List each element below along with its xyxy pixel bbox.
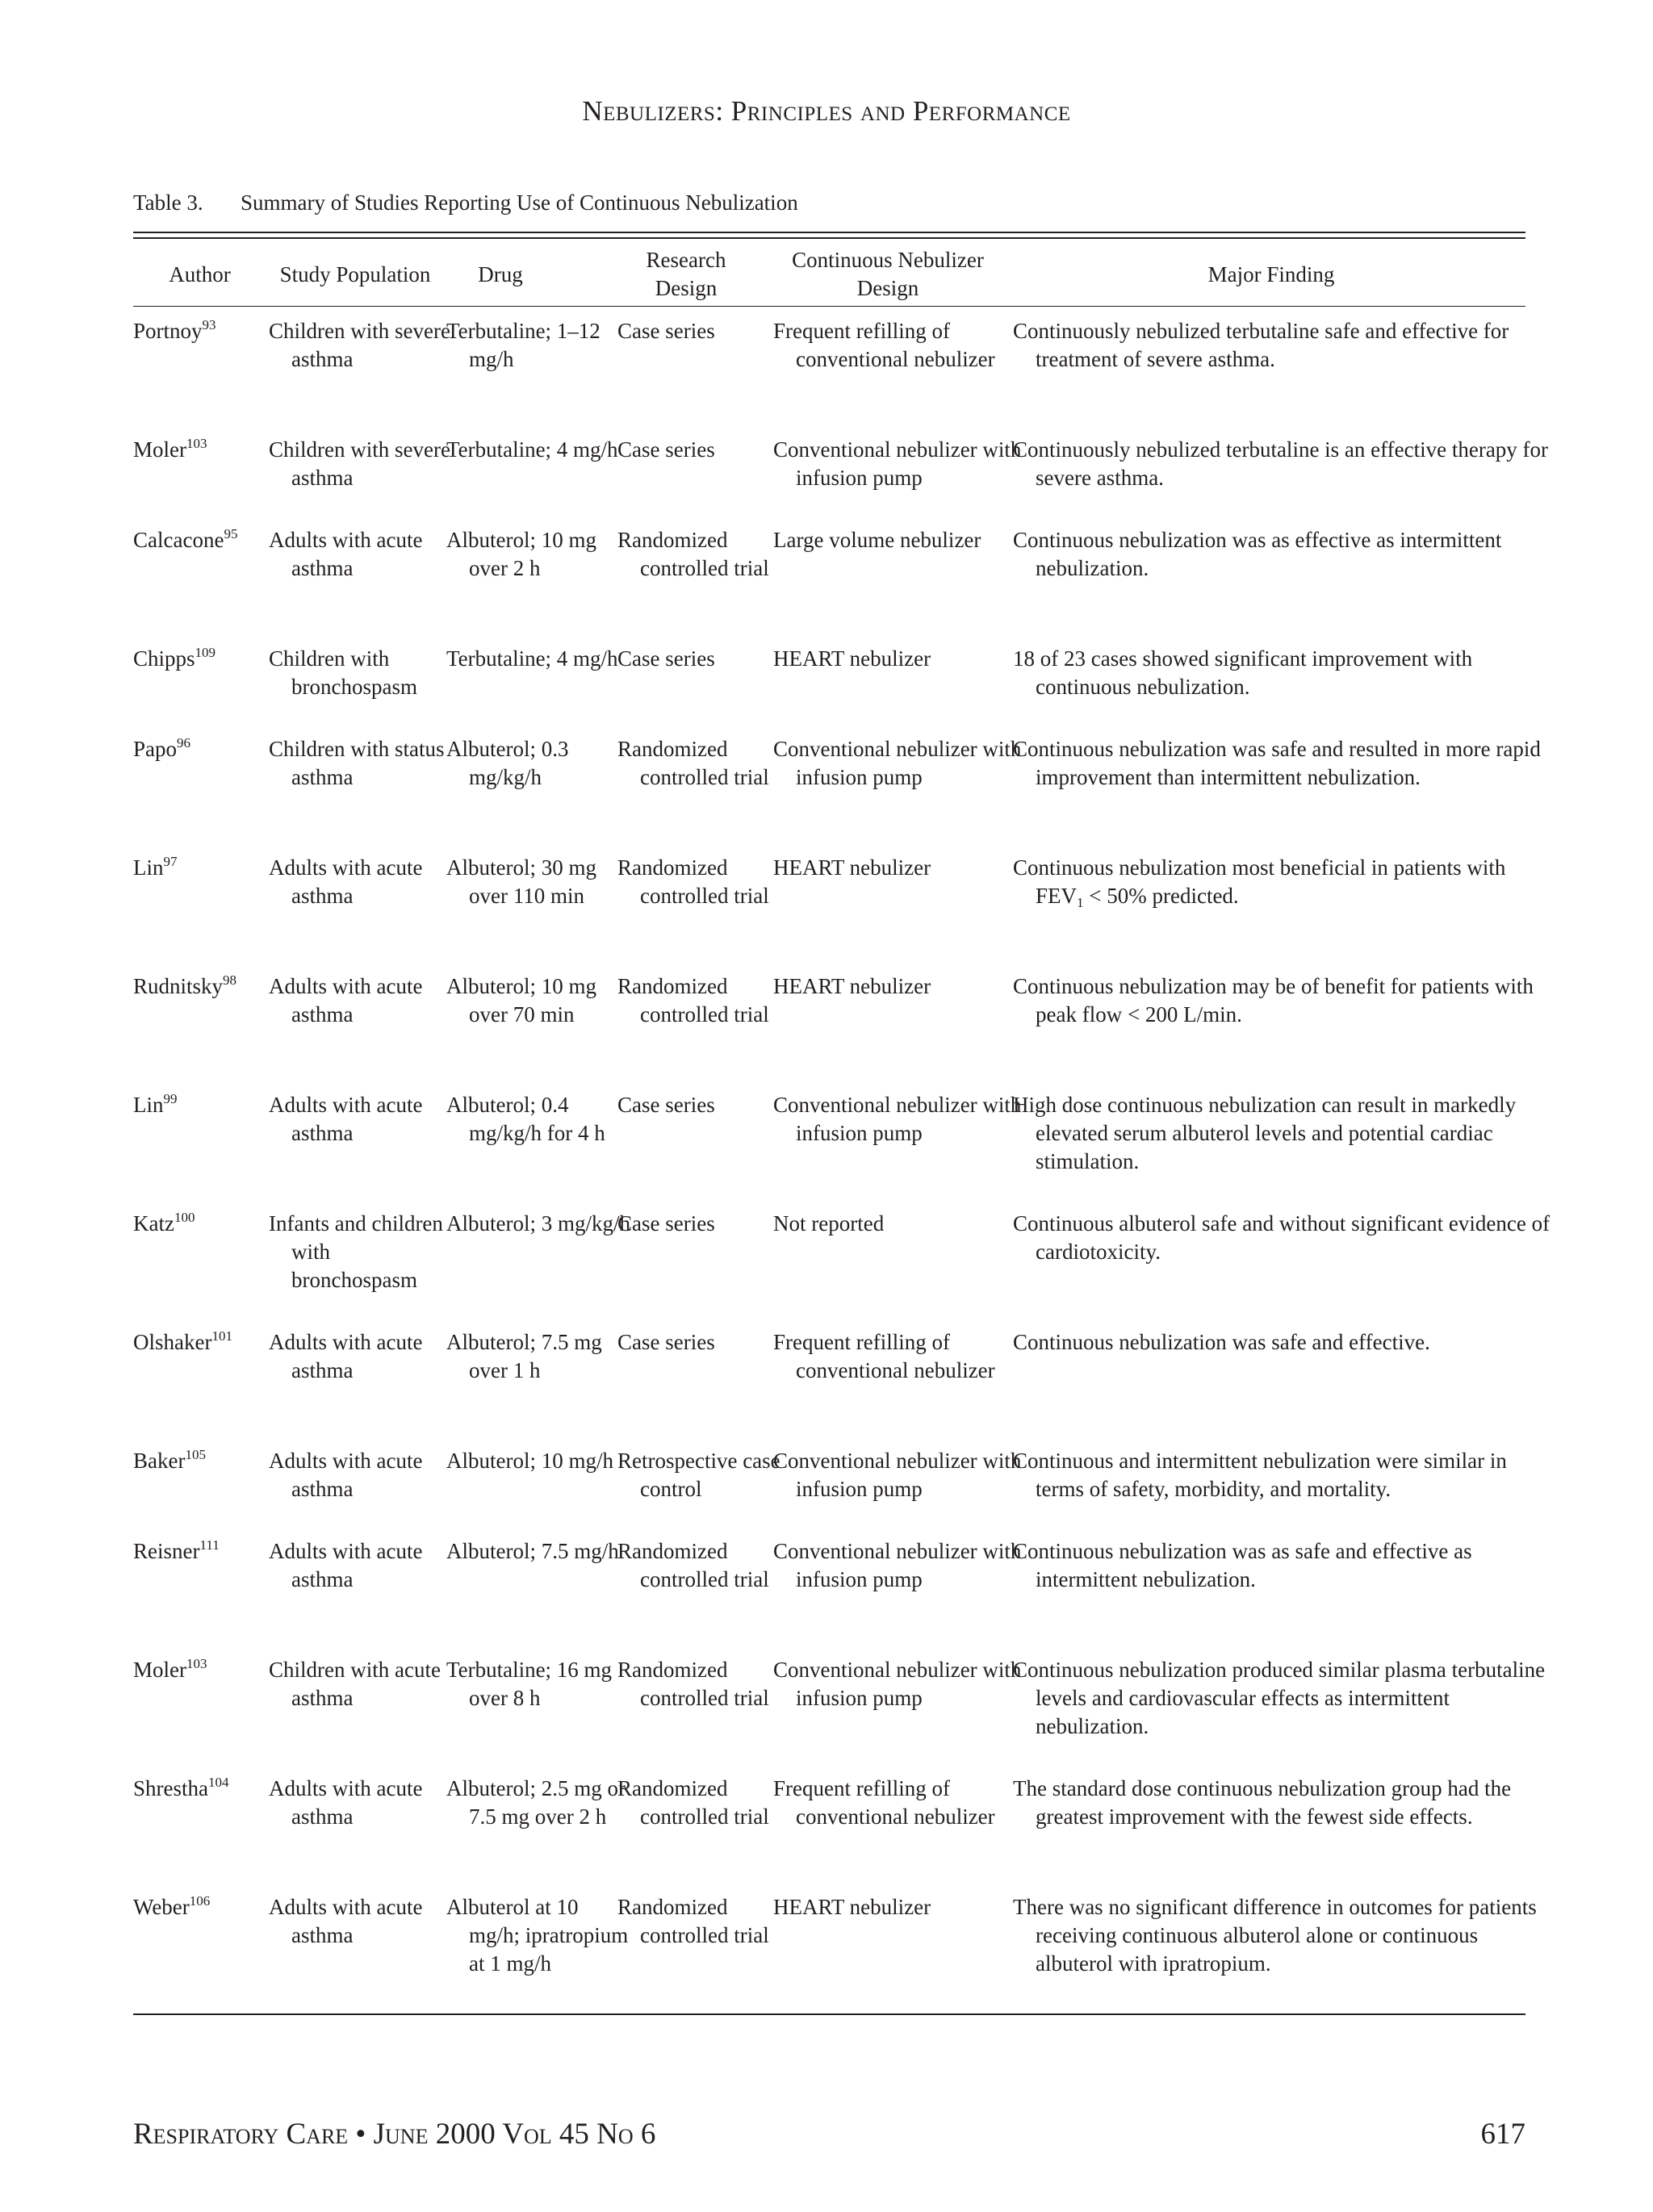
research-design-cell: Case series <box>617 1093 715 1117</box>
research-design-cell: Case series <box>617 437 715 462</box>
research-design-cell: Randomized controlled trial <box>617 1895 769 1947</box>
reference-number: 104 <box>207 1775 229 1790</box>
author-name: Moler <box>133 1658 186 1682</box>
author-cell <box>133 854 266 882</box>
drug-cell: Albuterol; 10 mg over 2 h <box>446 528 596 580</box>
research-design-cell: Randomized controlled trial <box>617 737 769 789</box>
drug-cell: Albuterol; 7.5 mg over 1 h <box>446 1330 602 1382</box>
nebulizer-design-cell: Frequent refilling of conventional nebulizer <box>773 1330 995 1382</box>
table-header <box>133 248 1525 301</box>
page-number: 617 <box>1480 2118 1525 2151</box>
nebulizer-design-cell: Conventional nebulizer with infusion pump <box>773 1539 1022 1591</box>
col-design-header: Research Design <box>646 248 726 300</box>
drug-cell: Terbutaline; 1–12 mg/h <box>446 319 601 371</box>
drug-cell: Albuterol; 10 mg over 70 min <box>446 974 596 1027</box>
reference-number: 96 <box>177 735 190 751</box>
research-design-cell: Case series <box>617 1211 715 1236</box>
research-design-cell: Randomized controlled trial <box>617 1539 769 1591</box>
major-finding-cell: Continuous nebulization was as safe and effective as intermittent nebulization. <box>1013 1539 1472 1591</box>
research-design-cell: Case series <box>617 646 715 671</box>
research-design-cell: Case series <box>617 319 715 343</box>
reference-number: 98 <box>223 972 237 988</box>
research-design-cell: Case series <box>617 1330 715 1354</box>
author-name: Portnoy <box>133 319 203 343</box>
population-cell: Adults with acute asthma <box>269 1449 423 1501</box>
author-name: Weber <box>133 1895 190 1919</box>
research-design-cell: Retrospective case control <box>617 1449 780 1501</box>
population-cell: Children with status asthma <box>269 737 445 789</box>
author-name: Chipps <box>133 646 195 671</box>
col-drug-header: Drug <box>478 261 523 286</box>
author-cell <box>133 1537 266 1566</box>
nebulizer-design-cell: HEART nebulizer <box>773 974 931 998</box>
major-finding-cell: Continuous nebulization was safe and effective. <box>1013 1330 1430 1354</box>
reference-number: 99 <box>163 1091 178 1106</box>
nebulizer-design-cell: Not reported <box>773 1211 885 1236</box>
nebulizer-design-cell: HEART nebulizer <box>773 855 931 880</box>
population-cell: Children with severe asthma <box>269 319 450 371</box>
reference-number: 103 <box>186 436 207 451</box>
top-rule <box>133 232 1525 233</box>
table-title: Summary of Studies Reporting Use of Continuous Nebulization <box>241 190 798 215</box>
drug-cell: Albuterol; 3 mg/kg/h <box>446 1211 630 1236</box>
reference-number: 103 <box>186 1656 207 1671</box>
population-cell: Children with acute asthma <box>269 1658 441 1710</box>
author-cell <box>133 317 266 345</box>
drug-cell: Albuterol; 2.5 mg or 7.5 mg over 2 h <box>446 1776 626 1829</box>
reference-number: 93 <box>202 317 216 332</box>
author-name: Lin <box>133 1093 164 1117</box>
author-cell <box>133 1893 266 1921</box>
author-cell <box>133 436 266 464</box>
author-cell <box>133 645 266 673</box>
table-label: Table 3. <box>133 190 203 215</box>
author-cell <box>133 1210 266 1238</box>
col-author-header: Author <box>169 261 231 286</box>
author-cell <box>133 1656 266 1684</box>
author-name: Olshaker <box>133 1330 212 1354</box>
drug-cell: Albuterol at 10 mg/h; ipratropium at 1 mg/h <box>446 1895 629 1976</box>
major-finding-cell: Continuous nebulization was safe and resulted in more rapid improvement than intermittent nebulization. <box>1013 737 1541 789</box>
author-cell <box>133 526 266 554</box>
author-name: Katz <box>133 1211 174 1236</box>
reference-number: 95 <box>224 526 238 542</box>
author-cell <box>133 1775 266 1803</box>
major-finding-cell: Continuous albuterol safe and without significant evidence of cardiotoxicity. <box>1013 1211 1550 1264</box>
research-design-cell: Randomized controlled trial <box>617 528 769 580</box>
major-finding-cell: Continuous nebulization produced similar plasma terbutaline levels and cardiovascular effects as intermittent nebulization. <box>1013 1658 1546 1738</box>
author-name: Lin <box>133 855 164 880</box>
reference-number: 111 <box>199 1537 220 1553</box>
author-cell <box>133 1328 266 1357</box>
population-cell: Adults with acute asthma <box>269 1093 423 1145</box>
research-design-cell: Randomized controlled trial <box>617 974 769 1027</box>
population-cell: Adults with acute asthma <box>269 974 423 1027</box>
major-finding-cell: Continuously nebulized terbutaline safe and effective for treatment of severe asthma. <box>1013 319 1509 371</box>
nebulizer-design-cell: Conventional nebulizer with infusion pump <box>773 1093 1022 1145</box>
population-cell: Adults with acute asthma <box>269 1330 423 1382</box>
top-rule-double <box>133 237 1525 239</box>
drug-cell: Albuterol; 7.5 mg/h <box>446 1539 619 1563</box>
major-finding-cell: Continuous nebulization most beneficial in patients with $FEV_1 < 50\%$ predicted. <box>1013 855 1506 910</box>
major-finding-cell: There was no significant difference in outcomes for patients receiving continuous albuterol alone or continuous albuterol with ipratropium. <box>1013 1895 1537 1976</box>
nebulizer-design-cell: HEART nebulizer <box>773 1895 931 1919</box>
col-finding-header: Major Finding <box>1207 261 1335 286</box>
population-cell: Adults with acute asthma <box>269 1776 423 1829</box>
drug-cell: Terbutaline; 4 mg/h <box>446 437 618 462</box>
running-head: Nebulizers: Principles and Performance <box>582 95 1071 127</box>
reference-number: 106 <box>189 1893 211 1909</box>
author-name: Shrestha <box>133 1776 208 1800</box>
drug-cell: Albuterol; 0.3 mg/kg/h <box>446 737 569 789</box>
drug-cell: Albuterol; 30 mg over 110 min <box>446 855 596 908</box>
research-design-cell: Randomized controlled trial <box>617 855 769 908</box>
nebulizer-design-cell: Conventional nebulizer with infusion pump <box>773 437 1022 490</box>
col-nebulizer-header: Continuous Nebulizer Design <box>792 248 984 300</box>
bottom-rule <box>133 2013 1525 2015</box>
author-name: Calcacone <box>133 528 224 552</box>
nebulizer-design-cell: Conventional nebulizer with infusion pump <box>773 1449 1022 1501</box>
nebulizer-design-cell: Frequent refilling of conventional nebulizer <box>773 319 995 371</box>
population-cell: Adults with acute asthma <box>269 1895 423 1947</box>
header-rule <box>133 306 1525 307</box>
population-cell: Adults with acute asthma <box>269 528 423 580</box>
journal-footer: Respiratory Care • June 2000 Vol 45 No 6 <box>133 2118 656 2151</box>
author-name: Reisner <box>133 1539 200 1563</box>
reference-number: 97 <box>163 854 178 869</box>
author-name: Rudnitsky <box>133 974 224 998</box>
research-design-cell: Randomized controlled trial <box>617 1658 769 1710</box>
major-finding-cell: Continuously nebulized terbutaline is an effective therapy for severe asthma. <box>1013 437 1549 490</box>
population-cell: Children with bronchospasm <box>269 646 417 699</box>
nebulizer-design-cell: HEART nebulizer <box>773 646 931 671</box>
table-caption <box>133 190 798 215</box>
population-cell: Infants and children with bronchospasm <box>269 1211 443 1292</box>
reference-number: 100 <box>174 1210 195 1225</box>
drug-cell: Terbutaline; 16 mg over 8 h <box>446 1658 613 1710</box>
author-cell <box>133 1447 266 1475</box>
nebulizer-design-cell: Conventional nebulizer with infusion pump <box>773 737 1022 789</box>
reference-number: 101 <box>211 1328 232 1344</box>
author-name: Moler <box>133 437 186 462</box>
nebulizer-design-cell: Large volume nebulizer <box>773 528 981 552</box>
author-cell <box>133 972 266 1001</box>
major-finding-cell: 18 of 23 cases showed significant improvement with continuous nebulization. <box>1013 646 1473 699</box>
col-population-header: Study Population <box>279 261 431 286</box>
author-cell <box>133 735 266 763</box>
population-cell: Adults with acute asthma <box>269 855 423 908</box>
nebulizer-design-cell: Conventional nebulizer with infusion pump <box>773 1658 1022 1710</box>
reference-number: 105 <box>185 1447 206 1462</box>
drug-cell: Albuterol; 0.4 mg/kg/h for 4 h <box>446 1093 605 1145</box>
author-name: Papo <box>133 737 177 761</box>
population-cell: Children with severe asthma <box>269 437 450 490</box>
author-name: Baker <box>133 1449 186 1473</box>
major-finding-cell: High dose continuous nebulization can result in markedly elevated serum albuterol levels and potential cardiac stimulation. <box>1013 1093 1517 1173</box>
drug-cell: Terbutaline; 4 mg/h <box>446 646 618 671</box>
population-cell: Adults with acute asthma <box>269 1539 423 1591</box>
major-finding-cell: Continuous nebulization was as effective as intermittent nebulization. <box>1013 528 1502 580</box>
major-finding-cell: Continuous nebulization may be of benefit for patients with peak flow < 200 L/min. <box>1013 974 1534 1027</box>
major-finding-cell: Continuous and intermittent nebulization were similar in terms of safety, morbidity, and mortality. <box>1013 1449 1507 1501</box>
major-finding-cell: The standard dose continuous nebulization group had the greatest improvement with the fewest side effects. <box>1013 1776 1512 1829</box>
reference-number: 109 <box>195 645 216 660</box>
drug-cell: Albuterol; 10 mg/h <box>446 1449 613 1473</box>
nebulizer-design-cell: Frequent refilling of conventional nebulizer <box>773 1776 995 1829</box>
research-design-cell: Randomized controlled trial <box>617 1776 769 1829</box>
author-cell <box>133 1091 266 1119</box>
